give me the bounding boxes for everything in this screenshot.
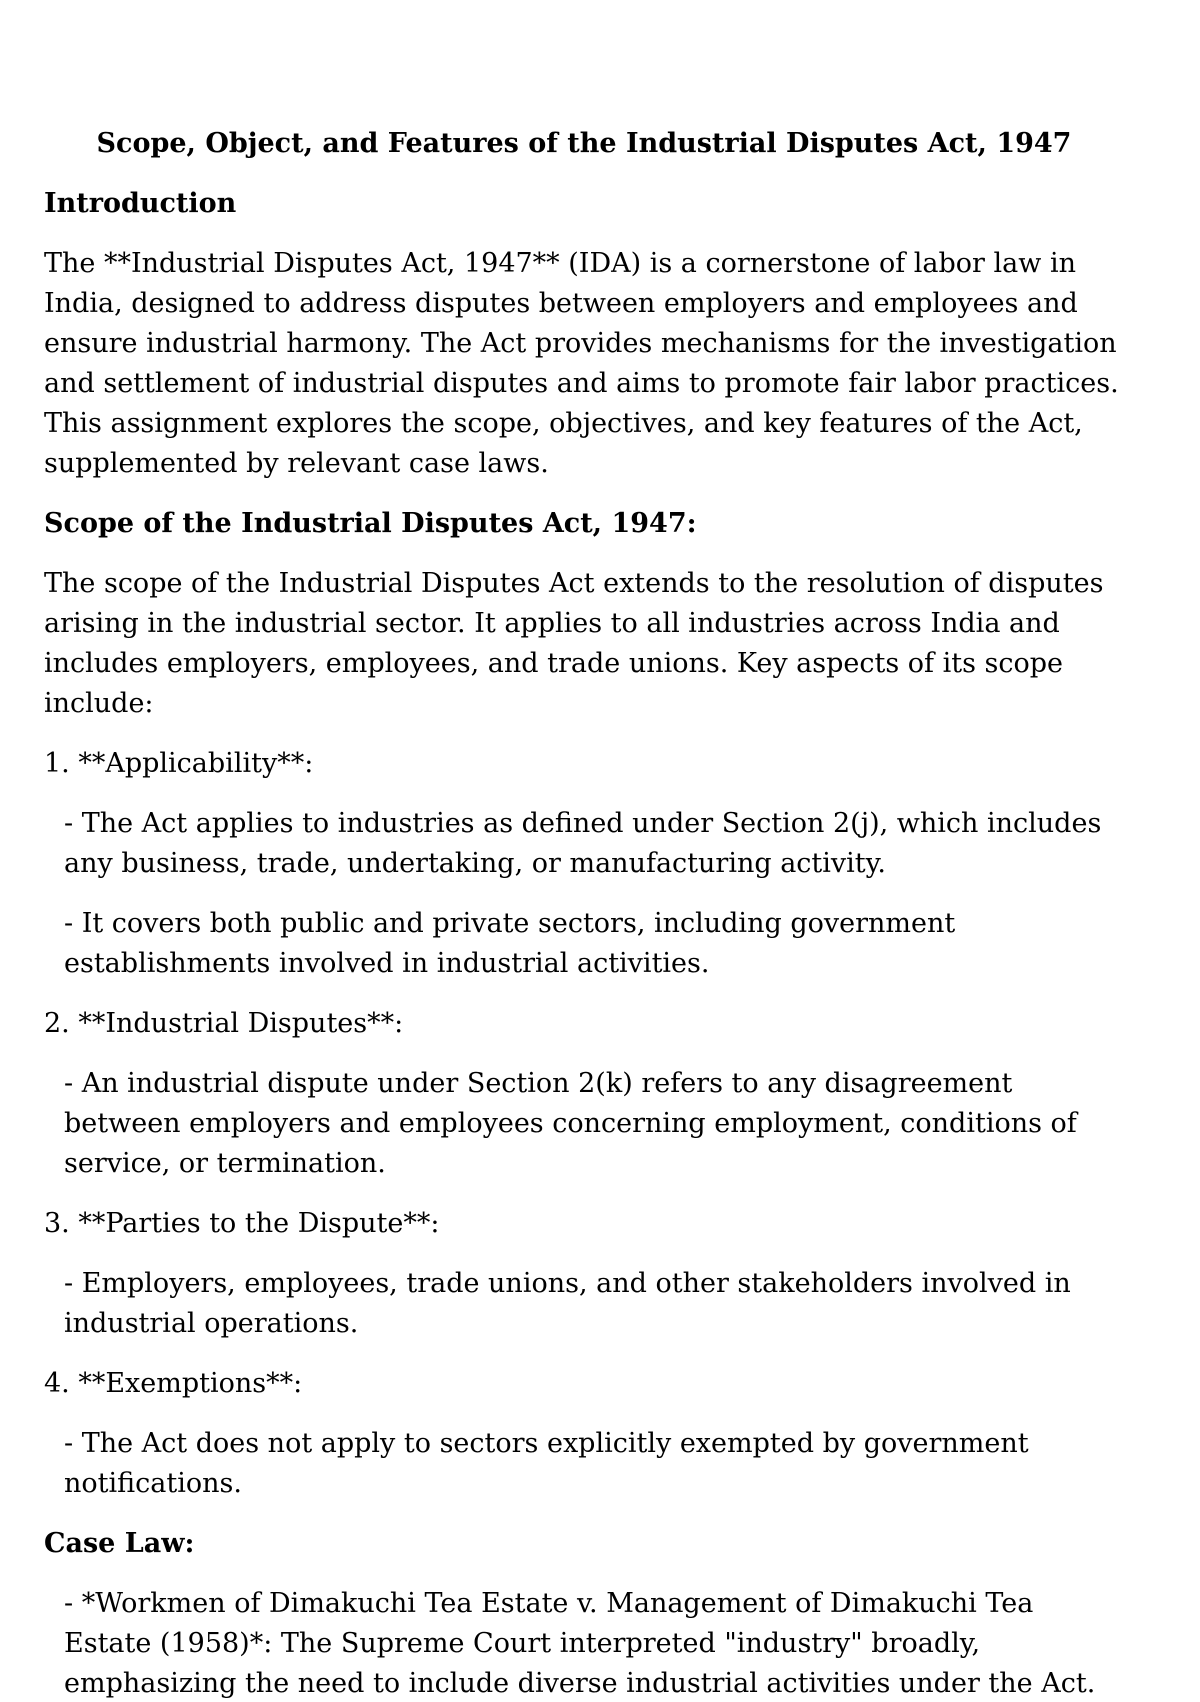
scope-item-parties-point: - Employers, employees, trade unions, and other stakeholders involved in industrial operations. xyxy=(64,1268,1071,1339)
scope-item-exemptions-point: - The Act does not apply to sectors explicitly exempted by government notifications. xyxy=(64,1428,1029,1499)
introduction-heading: Introduction xyxy=(44,188,237,219)
case-law-heading: Case Law: xyxy=(44,1528,195,1559)
scope-item-exemptions-label: 4. **Exemptions**: xyxy=(44,1368,303,1399)
scope-item-applicability-point: - It covers both public and private sectors, including government establishments involved in industrial activities. xyxy=(64,908,956,979)
scope-item-applicability-point: - The Act applies to industries as defined under Section 2(j), which includes any business, trade, undertaking, or manufacturing activity. xyxy=(64,808,1102,879)
document-body xyxy=(44,124,1124,1702)
case-law-paragraph: - *Workmen of Dimakuchi Tea Estate v. Management of Dimakuchi Tea Estate (1958)*: The Supreme Court interpreted "industry" broadly, emphasizing the need to include diverse industrial activities under the Act. xyxy=(64,1588,1096,1699)
scope-paragraph: The scope of the Industrial Disputes Act extends to the resolution of disputes arising in the industrial sector. It applies to all industries across India and includes employers, employees, and trade unions. Key aspects of its scope include: xyxy=(44,568,1104,719)
scope-item-parties-label: 3. **Parties to the Dispute**: xyxy=(44,1208,440,1239)
scope-item-industrial-disputes-point: - An industrial dispute under Section 2(k) refers to any disagreement between employers and employees concerning employment, conditions of service, or termination. xyxy=(64,1068,1077,1179)
scope-heading: Scope of the Industrial Disputes Act, 1947: xyxy=(44,508,697,539)
document-title: Scope, Object, and Features of the Industrial Disputes Act, 1947 xyxy=(96,128,1072,159)
scope-item-applicability-label: 1. **Applicability**: xyxy=(44,748,314,779)
scope-item-industrial-disputes-label: 2. **Industrial Disputes**: xyxy=(44,1008,404,1039)
introduction-paragraph: The **Industrial Disputes Act, 1947** (IDA) is a cornerstone of labor law in India, designed to address disputes between employers and employees and ensure industrial harmony. The Act provides mechanisms for the investigation and settlement of industrial disputes and aims to promote fair labor practices. This assignment explores the scope, objectives, and key features of the Act, supplemented by relevant case laws. xyxy=(44,248,1119,479)
